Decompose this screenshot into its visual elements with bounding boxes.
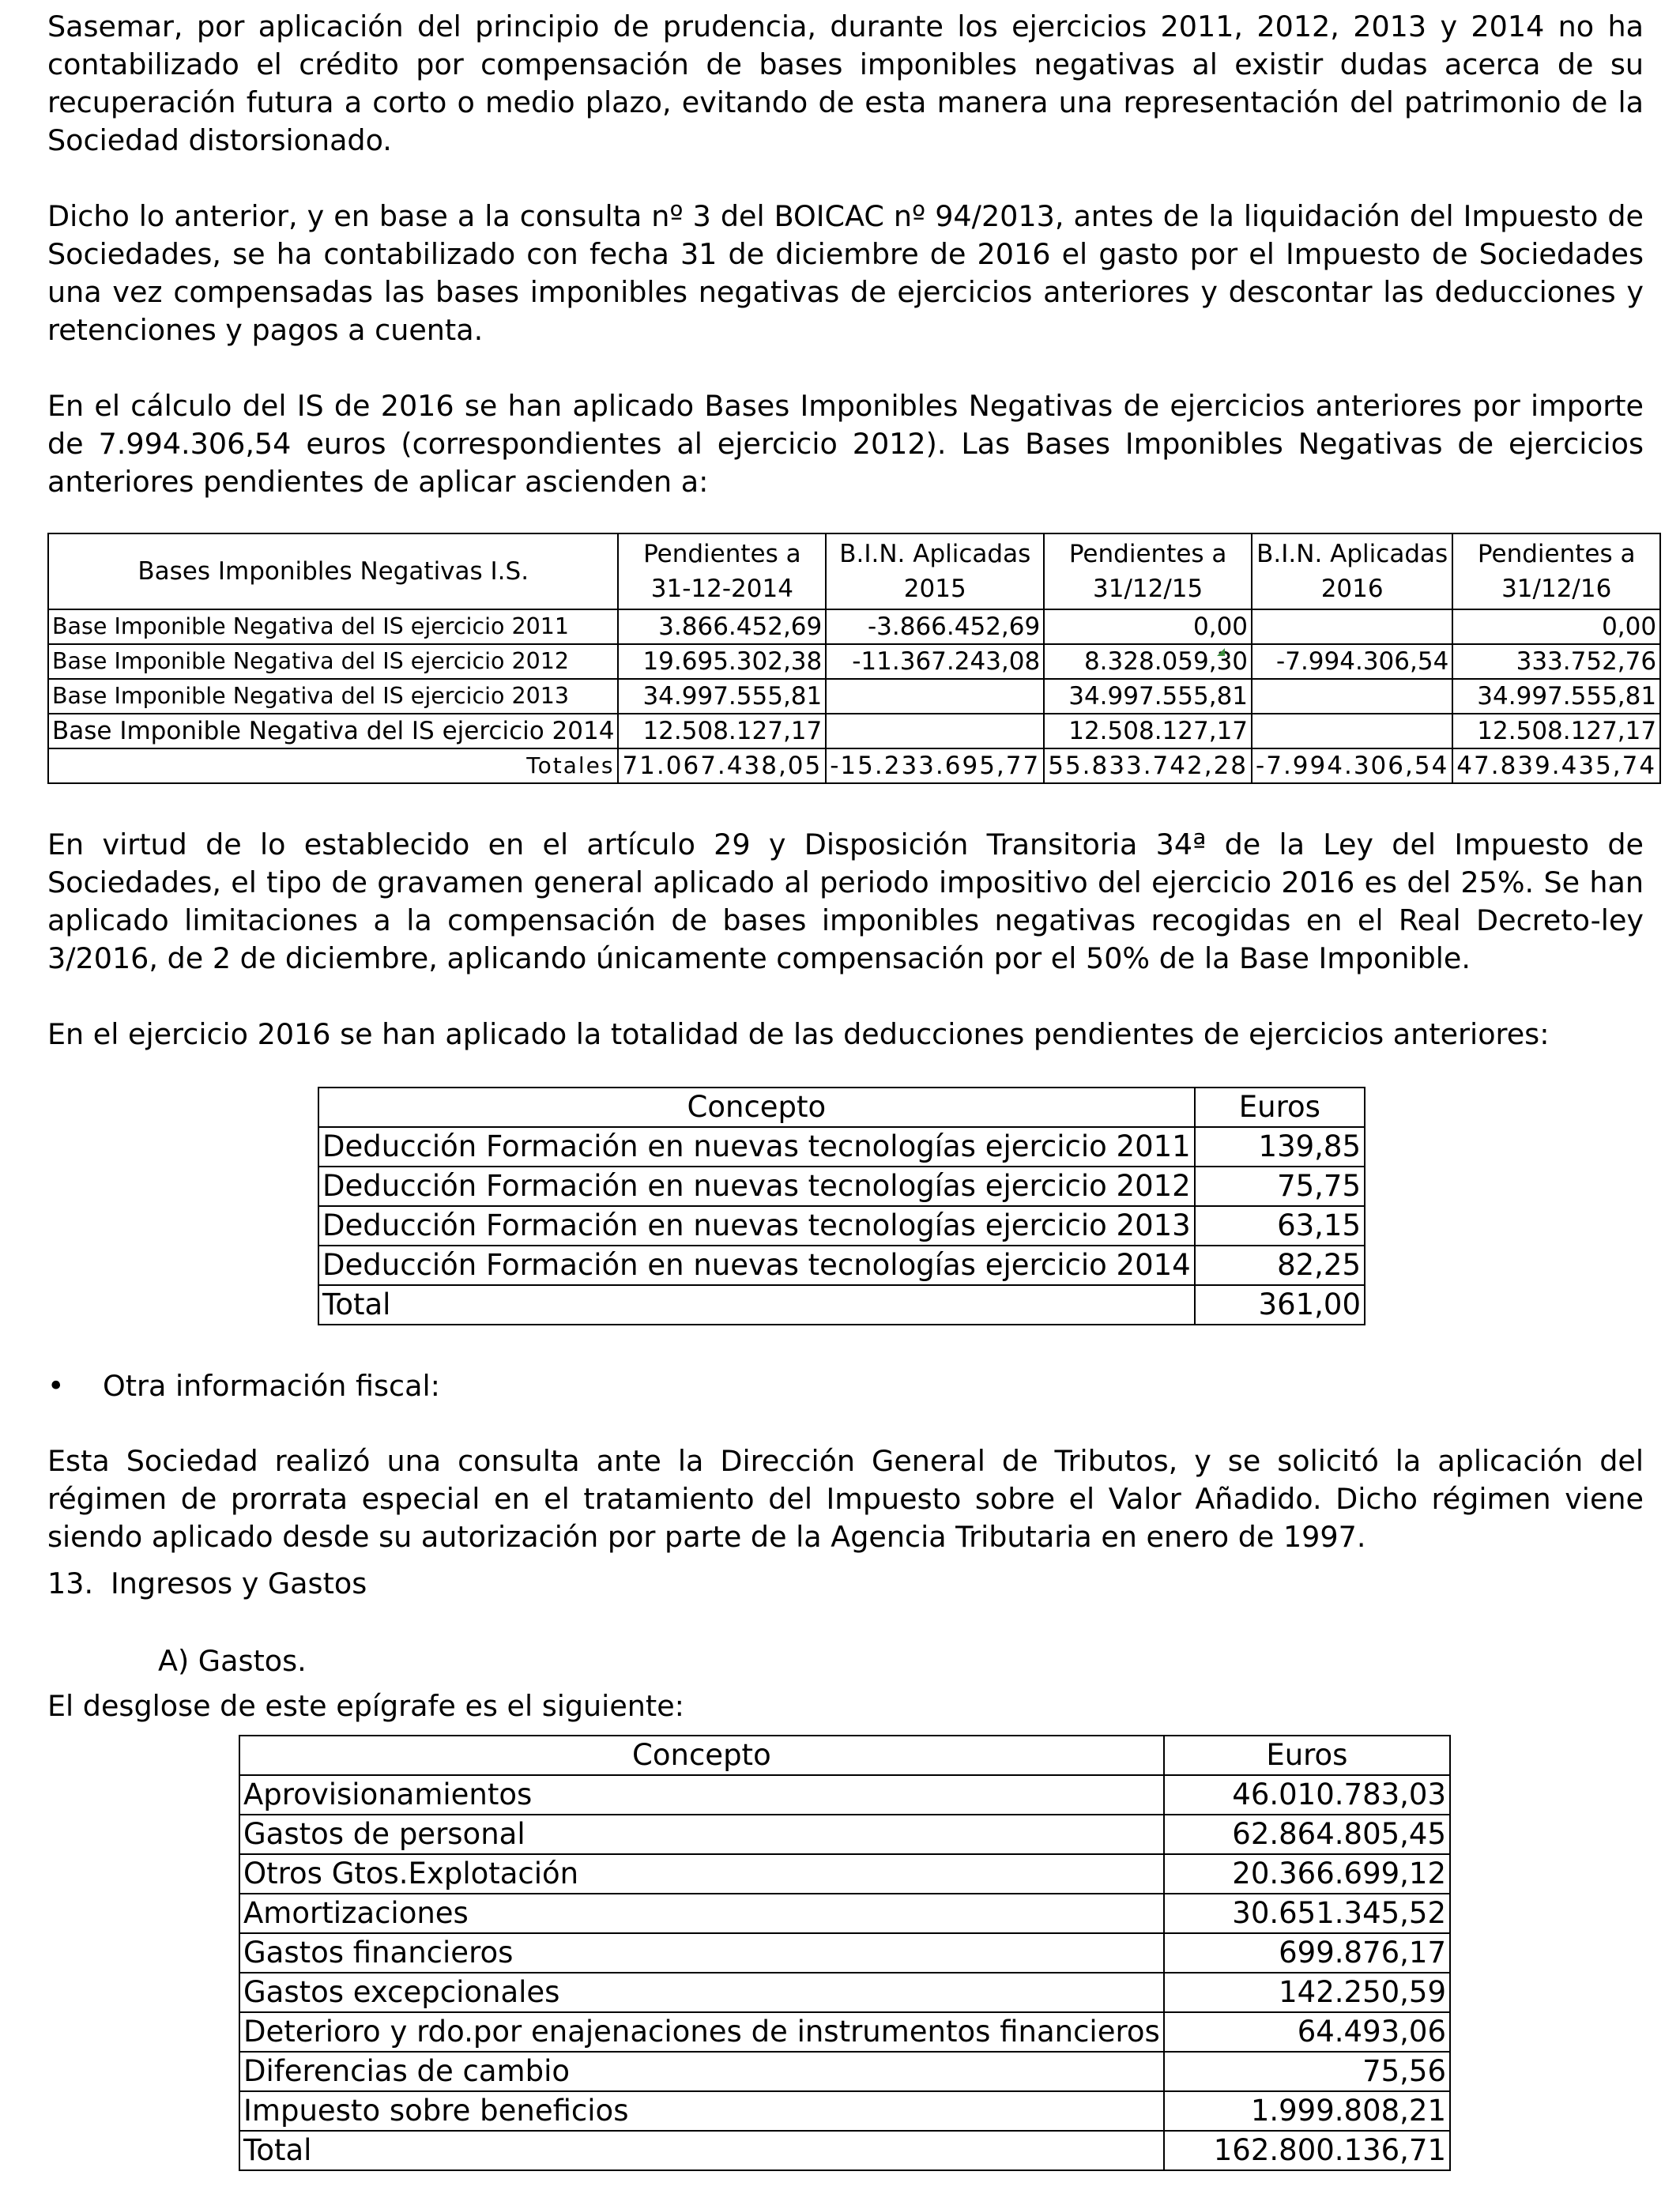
table-cell: 699.876,17 — [1164, 1933, 1450, 1973]
table-cell: 47.839.435,74 — [1452, 748, 1660, 783]
paragraph-deductions-intro: En el ejercicio 2016 se han aplicado la totalidad de las deducciones pendientes de ejercicios anteriores: — [47, 1017, 1550, 1051]
table-cell: 30.651.345,52 — [1164, 1894, 1450, 1933]
table-row — [318, 1285, 1365, 1325]
expenses-table — [239, 1735, 1451, 2171]
table-row — [239, 1775, 1450, 1815]
paragraph-bin-applied: En el cálculo del IS de 2016 se han aplicado Bases Imponibles Negativas de ejercicios anteriores por importe de 7.994.306,54 euros (correspondientes al ejercicio 2012). Las Bases Imponibles Negativas de ejercicios anteriores pendientes de aplicar ascienden a: — [47, 389, 1644, 499]
bullet-item — [47, 1367, 440, 1405]
table-cell: 333.752,76 — [1452, 644, 1660, 679]
section-heading — [47, 1565, 367, 1603]
table-cell: 75,75 — [1195, 1167, 1365, 1206]
table-row — [318, 1127, 1365, 1167]
paragraph-tax-rate: En virtud de lo establecido en el artículo 29 y Disposición Transitoria 34ª de la Ley del Impuesto de Sociedades, el tipo de gravamen general aplicado al periodo impositivo del ejercicio 2016 es del 25%. Se han aplicado limitaciones a la compensación de bases imponibles negativas recogidas en el Real Decreto-ley 3/2016, de 2 de diciembre, aplicando únicamente compensación por el 50% de la Base Imponible. — [47, 827, 1644, 975]
table-cell: 75,56 — [1164, 2052, 1450, 2091]
bin-header-row — [48, 533, 1660, 609]
table-cell: Total — [318, 1285, 1195, 1325]
table-cell: 46.010.783,03 — [1164, 1775, 1450, 1815]
table-cell: Impuesto sobre beneficios — [239, 2091, 1164, 2131]
bin-row-label: Base Imponible Negativa del IS ejercicio 2013 — [48, 679, 618, 714]
table-cell: Deducción Formación en nuevas tecnologías ejercicio 2012 — [318, 1167, 1195, 1206]
table-cell: Deducción Formación en nuevas tecnologías ejercicio 2011 — [318, 1127, 1195, 1167]
table-cell: 0,00 — [1452, 609, 1660, 644]
table-cell: Diferencias de cambio — [239, 2052, 1164, 2091]
expenses-intro: El desglose de este epígrafe es el siguiente: — [47, 1689, 684, 1723]
bin-totals-label: Totales — [48, 748, 618, 783]
bullet-text: Otra información fiscal: — [103, 1369, 440, 1403]
table-cell: 3.866.452,69 — [618, 609, 826, 644]
deductions-table — [318, 1087, 1365, 1325]
table-cell: 34.997.555,81 — [1044, 679, 1252, 714]
expenses-header-row — [239, 1736, 1450, 1775]
table-row — [239, 1894, 1450, 1933]
bin-table — [47, 533, 1661, 784]
table-cell — [1252, 679, 1452, 714]
table-row — [318, 1167, 1365, 1206]
table-cell: 20.366.699,12 — [1164, 1854, 1450, 1894]
bin-header-col3: Pendientes a 31/12/15 — [1044, 533, 1252, 609]
table-cell: 139,85 — [1195, 1127, 1365, 1167]
cell-comment-marker — [1217, 648, 1225, 656]
table-cell: 62.864.805,45 — [1164, 1815, 1450, 1854]
table-cell: Gastos de personal — [239, 1815, 1164, 1854]
table-row — [48, 679, 1660, 714]
table-cell — [826, 714, 1044, 748]
expenses-header-concept: Concepto — [239, 1736, 1164, 1775]
bin-header-col2: B.I.N. Aplicadas 2015 — [826, 533, 1044, 609]
table-cell: 82,25 — [1195, 1246, 1365, 1285]
table-cell: 8.328.059,30 — [1044, 644, 1252, 679]
table-cell: 63,15 — [1195, 1206, 1365, 1246]
bin-row-label: Base Imponible Negativa del IS ejercicio 2014 — [48, 714, 618, 748]
deductions-header-concept: Concepto — [318, 1088, 1195, 1127]
table-cell — [826, 679, 1044, 714]
table-cell — [1252, 609, 1452, 644]
table-cell: Deducción Formación en nuevas tecnologías ejercicio 2014 — [318, 1246, 1195, 1285]
table-cell: 361,00 — [1195, 1285, 1365, 1325]
table-cell: 0,00 — [1044, 609, 1252, 644]
table-cell: 19.695.302,38 — [618, 644, 826, 679]
table-row — [239, 2012, 1450, 2052]
table-cell: Deterioro y rdo.por enajenaciones de instrumentos financieros — [239, 2012, 1164, 2052]
table-cell: 55.833.742,28 — [1044, 748, 1252, 783]
table-cell: 12.508.127,17 — [618, 714, 826, 748]
expenses-header-euros: Euros — [1164, 1736, 1450, 1775]
section-title: Ingresos y Gastos — [111, 1566, 367, 1600]
table-cell: 12.508.127,17 — [1452, 714, 1660, 748]
table-cell: 12.508.127,17 — [1044, 714, 1252, 748]
table-cell: Gastos excepcionales — [239, 1973, 1164, 2012]
table-row — [239, 1815, 1450, 1854]
table-cell — [1252, 714, 1452, 748]
table-cell: Amortizaciones — [239, 1894, 1164, 1933]
table-row — [318, 1246, 1365, 1285]
deductions-header-row — [318, 1088, 1365, 1127]
table-row — [239, 2091, 1450, 2131]
table-cell: 34.997.555,81 — [618, 679, 826, 714]
table-row — [239, 1973, 1450, 2012]
bin-header-col5: Pendientes a 31/12/16 — [1452, 533, 1660, 609]
table-row — [239, 2131, 1450, 2170]
table-cell: -15.233.695,77 — [826, 748, 1044, 783]
table-cell: -11.367.243,08 — [826, 644, 1044, 679]
subsection-heading: A) Gastos. — [158, 1644, 307, 1678]
table-cell: 64.493,06 — [1164, 2012, 1450, 2052]
bin-row-label: Base Imponible Negativa del IS ejercicio 2011 — [48, 609, 618, 644]
table-cell: 162.800.136,71 — [1164, 2131, 1450, 2170]
table-row — [318, 1206, 1365, 1246]
bin-row-label: Base Imponible Negativa del IS ejercicio 2012 — [48, 644, 618, 679]
bullet-icon: • — [47, 1369, 65, 1403]
table-row — [48, 609, 1660, 644]
table-cell: Aprovisionamientos — [239, 1775, 1164, 1815]
table-row — [48, 714, 1660, 748]
bin-header-col1: Pendientes a 31-12-2014 — [618, 533, 826, 609]
table-cell: -7.994.306,54 — [1252, 748, 1452, 783]
table-row — [48, 644, 1660, 679]
table-cell: Gastos financieros — [239, 1933, 1164, 1973]
deductions-header-euros: Euros — [1195, 1088, 1365, 1127]
table-row — [239, 1933, 1450, 1973]
table-cell: Deducción Formación en nuevas tecnologías ejercicio 2013 — [318, 1206, 1195, 1246]
table-row — [239, 1854, 1450, 1894]
table-cell: Otros Gtos.Explotación — [239, 1854, 1164, 1894]
table-cell: Total — [239, 2131, 1164, 2170]
section-number: 13. — [47, 1566, 94, 1600]
table-cell: 1.999.808,21 — [1164, 2091, 1450, 2131]
table-cell: -7.994.306,54 — [1252, 644, 1452, 679]
table-cell: 142.250,59 — [1164, 1973, 1450, 2012]
table-row — [239, 2052, 1450, 2091]
paragraph-boicac: Dicho lo anterior, y en base a la consulta nº 3 del BOICAC nº 94/2013, antes de la liquidación del Impuesto de Sociedades, se ha contabilizado con fecha 31 de diciembre de 2016 el gasto por el Impuesto de Sociedades una vez compensadas las bases imponibles negativas de ejercicios anteriores y descontar las deducciones y retenciones y pagos a cuenta. — [47, 199, 1644, 347]
paragraph-prudence: Sasemar, por aplicación del principio de prudencia, durante los ejercicios 2011, 2012, 2013 y 2014 no ha contabilizado el crédito por compensación de bases imponibles negativas al existir dudas acerca de su recuperación futura a corto o medio plazo, evitando de esta manera una representación del patrimonio de la Sociedad distorsionado. — [47, 9, 1644, 157]
table-cell: 71.067.438,05 — [618, 748, 826, 783]
bin-totals-row — [48, 748, 1660, 783]
table-cell: -3.866.452,69 — [826, 609, 1044, 644]
paragraph-vat: Esta Sociedad realizó una consulta ante la Dirección General de Tributos, y se solicitó la aplicación del régimen de prorrata especial en el tratamiento del Impuesto sobre el Valor Añadido. Dicho régimen viene siendo aplicado desde su autorización por parte de la Agencia Tributaria en enero de 1997. — [47, 1444, 1644, 1554]
table-cell: 34.997.555,81 — [1452, 679, 1660, 714]
bin-header-concept: Bases Imponibles Negativas I.S. — [48, 533, 618, 609]
bin-header-col4: B.I.N. Aplicadas 2016 — [1252, 533, 1452, 609]
